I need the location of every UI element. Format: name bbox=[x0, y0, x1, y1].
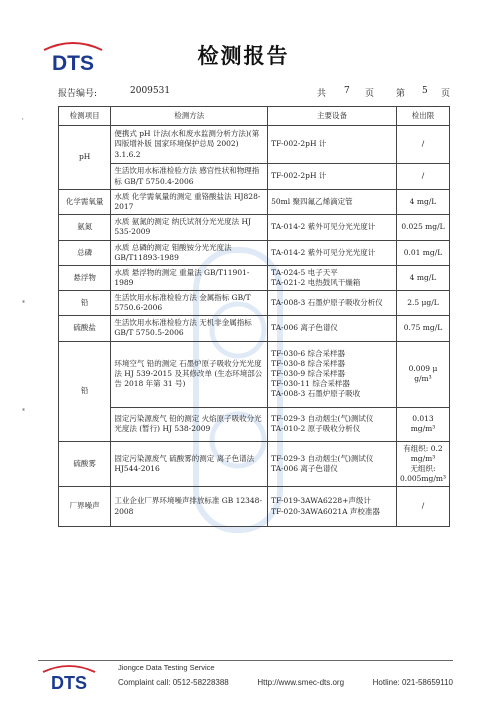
table-row bbox=[59, 441, 450, 487]
row-item: 化学需氧量 bbox=[59, 190, 111, 215]
row-item: 氨氮 bbox=[59, 215, 111, 240]
row-limit: 0.01 mg/L bbox=[396, 240, 449, 265]
row-equipment: TF-029-3 自动烟尘(气)测试仪 TA-006 离子色谱仪 bbox=[268, 441, 397, 487]
table-row bbox=[59, 190, 450, 215]
header-item: 检测项目 bbox=[59, 107, 111, 126]
table-row bbox=[59, 407, 450, 441]
row-method: 水质 化学需氧量的测定 重铬酸盐法 HJ828-2017 bbox=[111, 190, 268, 215]
row-limit: 0.025 mg/L bbox=[396, 215, 449, 240]
footer-divider bbox=[38, 660, 453, 661]
row-equipment: TA-014-2 紫外可见分光光度计 bbox=[268, 215, 397, 240]
margin-mark: ' bbox=[22, 118, 24, 125]
row-limit: 有组织: 0.2 mg/m³ 无组织: 0.005mg/m³ bbox=[396, 441, 449, 487]
row-equipment: TA-014-2 紫外可见分光光度计 bbox=[268, 240, 397, 265]
table-row bbox=[59, 341, 450, 407]
row-limit: 0.009 μ g/m³ bbox=[396, 341, 449, 407]
row-equipment: TF-002-2pH 计 bbox=[268, 126, 397, 164]
row-equipment: TF-019-3AWA6228+声级计 TF-020-3AWA6021A 声校准器 bbox=[268, 487, 397, 527]
row-equipment: 50ml 聚四氟乙烯滴定管 bbox=[268, 190, 397, 215]
page-title: 检测报告 bbox=[197, 43, 290, 68]
row-limit: 0.013 mg/m³ bbox=[396, 407, 449, 441]
table-row bbox=[59, 126, 450, 164]
total-pages: 7 bbox=[344, 86, 350, 96]
table-row bbox=[59, 265, 450, 290]
row-item: 厂界噪声 bbox=[59, 487, 111, 527]
row-method: 水质 总磷的测定 钼酸铵分光光度法 GB/T11893-1989 bbox=[111, 240, 268, 265]
row-method: 工业企业厂界环境噪声排放标准 GB 12348-2008 bbox=[111, 487, 268, 527]
row-equipment: TF-030-6 综合采样器 TF-030-8 综合采样器 TF-030-9 综合采样器 TF-030-11 综合采样器 TA-008-3 石墨炉原子吸收 bbox=[268, 341, 397, 407]
row-item: pH bbox=[59, 126, 111, 190]
header-limit: 检出限 bbox=[396, 107, 449, 126]
logo-text: DTS bbox=[52, 52, 94, 74]
row-item: 铅 bbox=[59, 291, 111, 316]
row-limit: / bbox=[396, 164, 449, 190]
footer-hotline: Hotline: 021-58659110 bbox=[372, 678, 453, 687]
row-method: 环境空气 铅的测定 石墨炉原子吸收分光光度法 HJ 539-2015 及其修改单 (生态环境部公告 2018 年第 31 号) bbox=[111, 341, 268, 407]
row-method: 生活饮用水标准检验方法 无机非金属指标 GB/T 5750.5-2006 bbox=[111, 316, 268, 341]
row-limit: 4 mg/L bbox=[396, 190, 449, 215]
footer-dts-logo bbox=[38, 662, 100, 692]
table-row bbox=[59, 487, 450, 527]
row-item: 硫酸雾 bbox=[59, 441, 111, 487]
row-limit: 2.5 μg/L bbox=[396, 291, 449, 316]
row-limit: / bbox=[396, 126, 449, 164]
table-row bbox=[59, 291, 450, 316]
row-equipment: TA-006 离子色谱仪 bbox=[268, 316, 397, 341]
footer-logo-text: DTS bbox=[51, 673, 87, 692]
footer-company: Jiongce Data Testing Service bbox=[118, 663, 215, 672]
row-method: 生活饮用水标准检验方法 金属指标 GB/T 5750.6-2006 bbox=[111, 291, 268, 316]
table-row bbox=[59, 164, 450, 190]
current-prefix: 第 bbox=[396, 89, 406, 99]
current-page: 5 bbox=[422, 86, 428, 96]
row-method: 固定污染源废气 铅的测定 火焰原子吸收分光光度法 (暂行) HJ 538-2009 bbox=[111, 407, 268, 441]
report-number-label: 报告编号: bbox=[58, 89, 98, 99]
test-methods-table bbox=[58, 106, 450, 527]
total-prefix: 共 bbox=[317, 89, 327, 99]
row-method: 水质 氨氮的测定 纳氏试剂分光光度法 HJ 535-2009 bbox=[111, 215, 268, 240]
row-method: 便携式 pH 计法(水和废水监测分析方法)(第四版增补版 国家环境保护总局 2002) 3.1.6.2 bbox=[111, 126, 268, 164]
row-method: 固定污染源废气 硫酸雾的测定 离子色谱法 HJ544-2016 bbox=[111, 441, 268, 487]
margin-mark: * bbox=[22, 408, 25, 415]
row-equipment: TA-024-5 电子天平 TA-021-2 电热鼓风干燥箱 bbox=[268, 265, 397, 290]
table-row bbox=[59, 215, 450, 240]
total-unit: 页 bbox=[365, 89, 375, 99]
footer-complaint: Complaint call: 0512-58228388 bbox=[118, 678, 229, 687]
row-equipment: TA-008-3 石墨炉原子吸收分析仪 bbox=[268, 291, 397, 316]
row-equipment: TF-002-2pH 计 bbox=[268, 164, 397, 190]
row-method: 生活饮用水标准检验方法 感官性状和物理指标 GB/T 5750.4-2006 bbox=[111, 164, 268, 190]
row-item: 硫酸盐 bbox=[59, 316, 111, 341]
header-method: 检测方法 bbox=[111, 107, 268, 126]
table-header-row bbox=[59, 107, 450, 126]
row-limit: 0.75 mg/L bbox=[396, 316, 449, 341]
row-limit: 4 mg/L bbox=[396, 265, 449, 290]
report-number: 2009531 bbox=[130, 86, 171, 96]
footer-contacts bbox=[118, 678, 453, 687]
table-row bbox=[59, 316, 450, 341]
row-item: 悬浮物 bbox=[59, 265, 111, 290]
margin-mark: * bbox=[22, 300, 25, 307]
row-method: 水质 悬浮物的测定 重量法 GB/T11901-1989 bbox=[111, 265, 268, 290]
current-unit: 页 bbox=[441, 89, 451, 99]
footer-website[interactable]: Http://www.smec-dts.org bbox=[257, 678, 345, 687]
table-row bbox=[59, 240, 450, 265]
header-equipment: 主要设备 bbox=[268, 107, 397, 126]
row-equipment: TF-029-3 自动烟尘(气)测试仪 TA-010-2 原子吸收分析仪 bbox=[268, 407, 397, 441]
row-item: 铅 bbox=[59, 341, 111, 441]
row-limit: / bbox=[396, 487, 449, 527]
row-item: 总磷 bbox=[59, 240, 111, 265]
